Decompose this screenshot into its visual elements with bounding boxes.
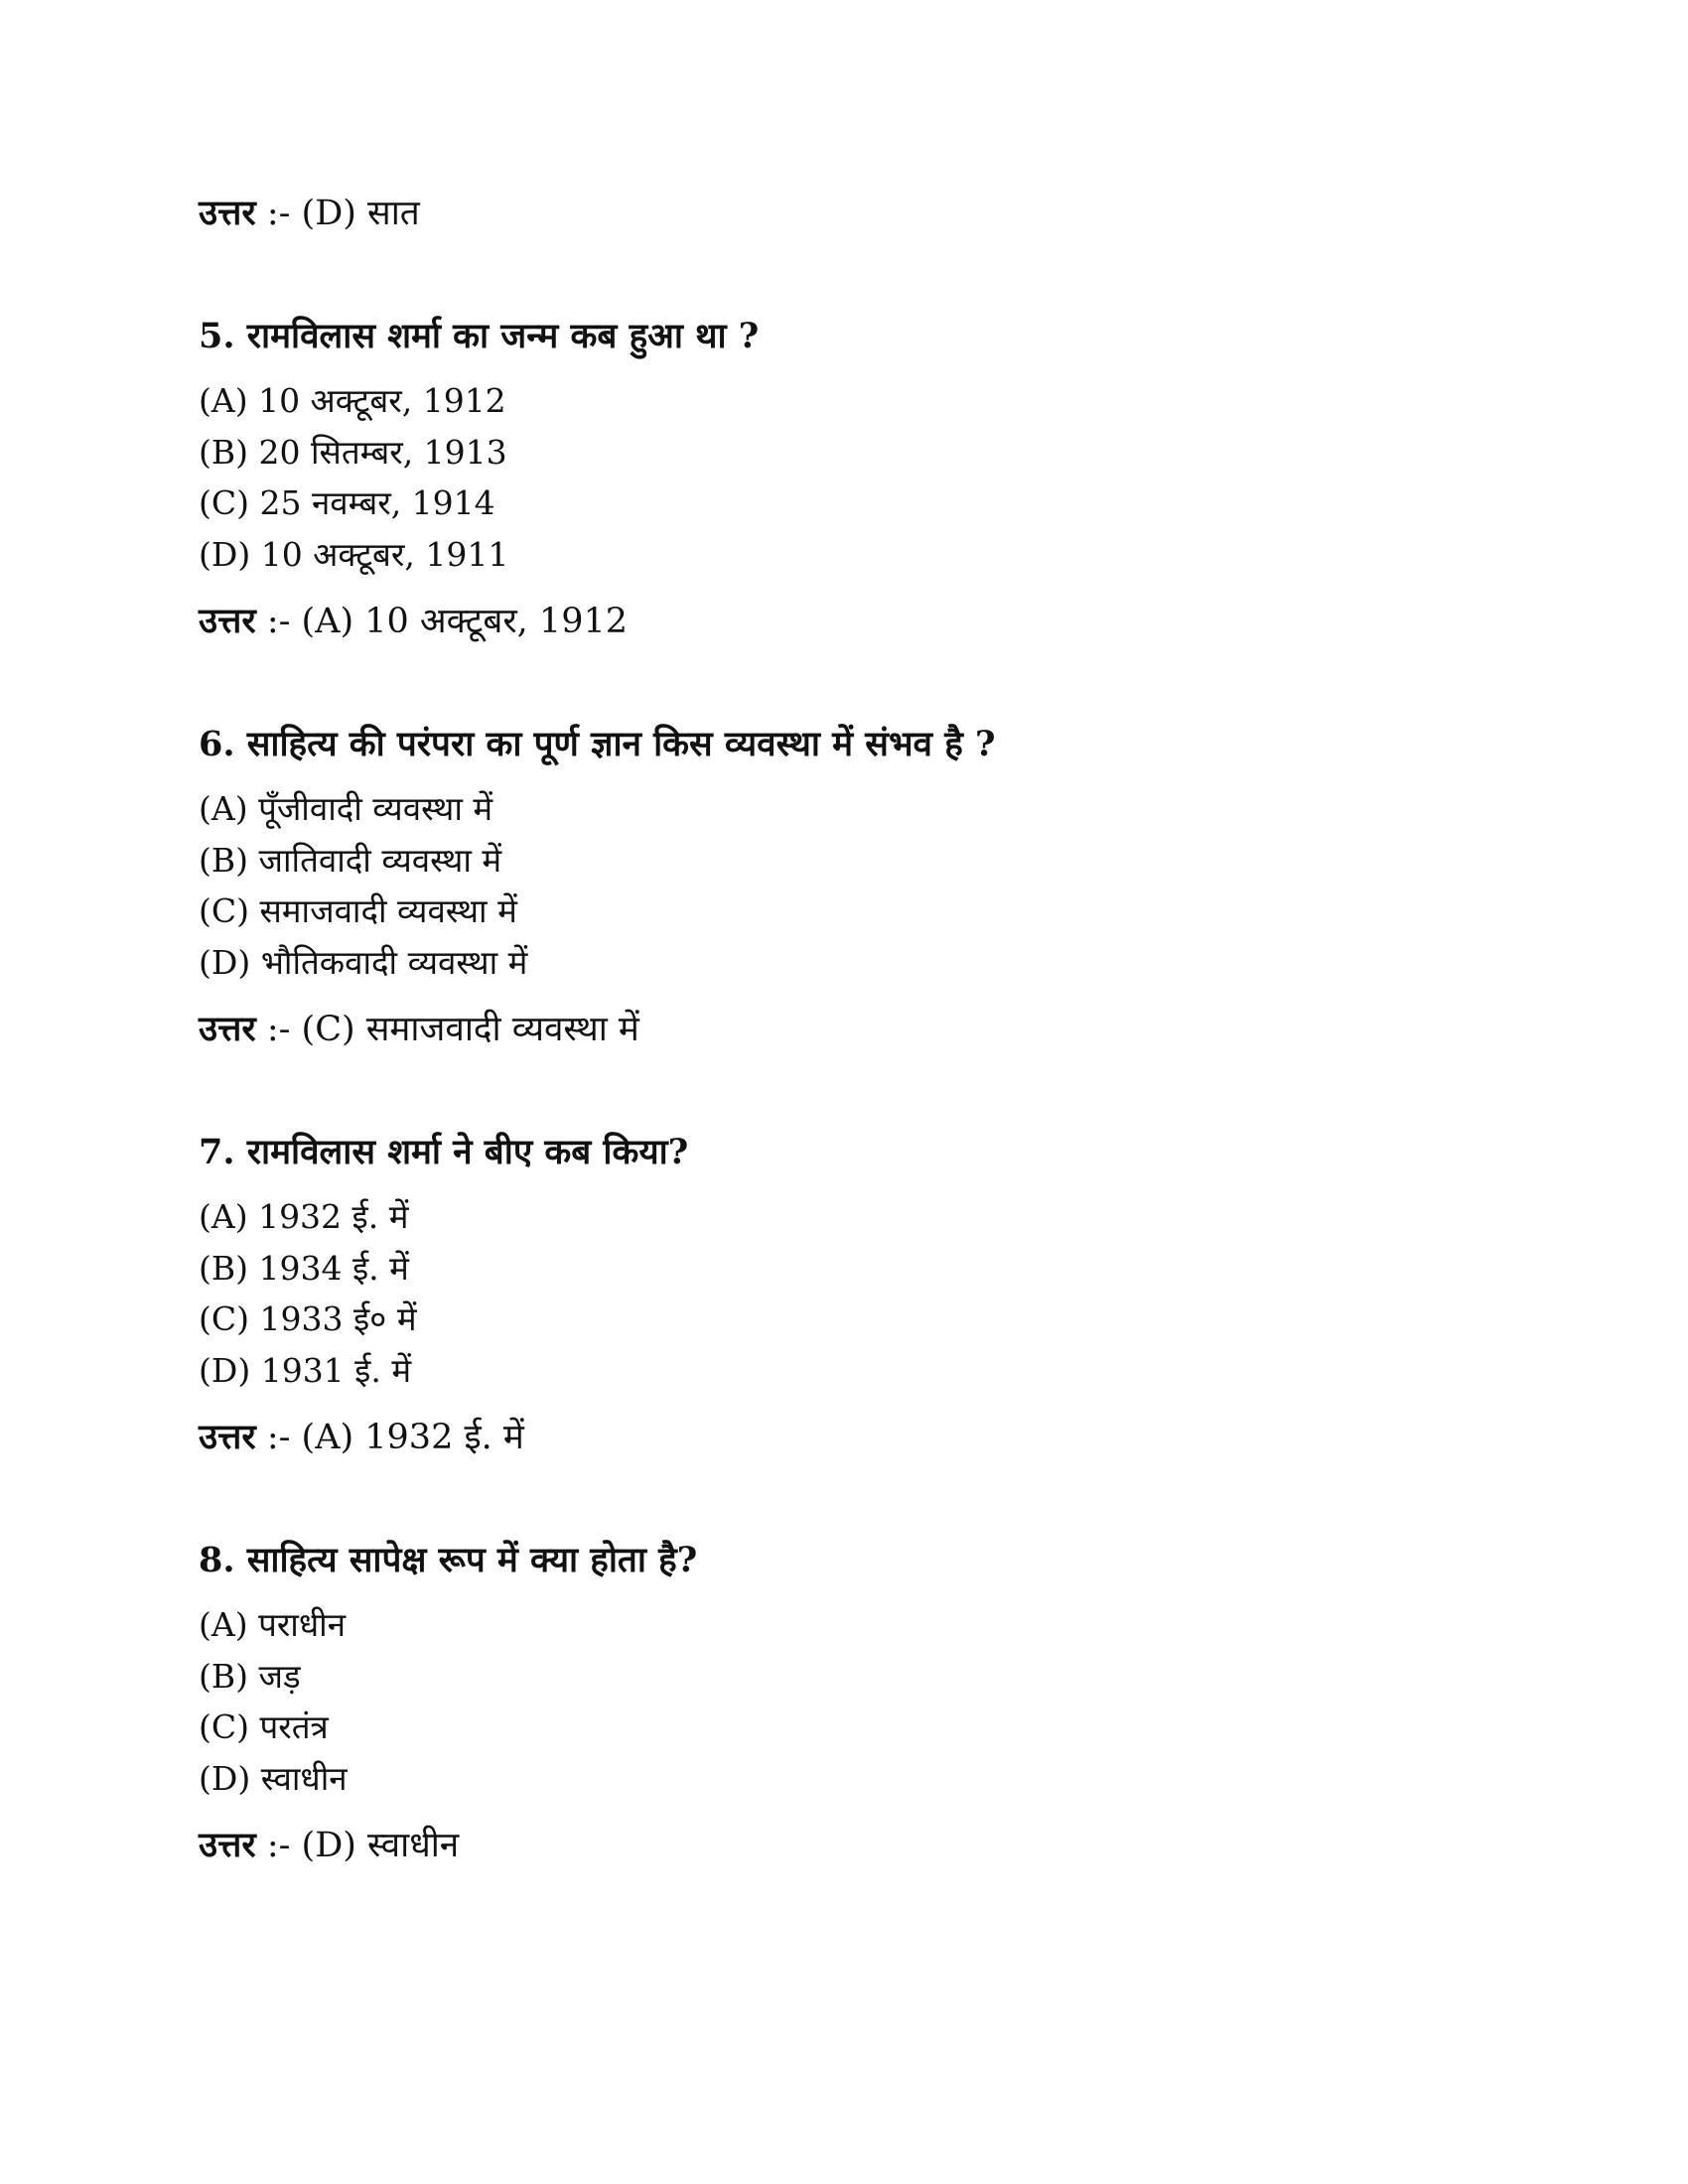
answer [199, 1821, 1489, 1870]
options-list [199, 1191, 1489, 1396]
question-8 [199, 1536, 1489, 1870]
option-b: (B) 1934 ई. में [199, 1248, 409, 1288]
option-d: (D) भौतिकवादी व्यवस्था में [199, 942, 528, 982]
question-6 [199, 720, 1489, 1054]
answer [199, 597, 1489, 646]
option-a: (A) 10 अक्टूबर, 1912 [199, 381, 506, 420]
option-d: (D) 10 अक्टूबर, 1911 [199, 534, 509, 574]
answer-label: उत्तर [199, 1825, 256, 1865]
option-b: (B) जातिवादी व्यवस्था में [199, 840, 502, 880]
question-title: 5. रामविलास शर्मा का जन्म कब हुआ था ? [199, 316, 760, 356]
answer [199, 1005, 1489, 1054]
option-b: (B) जड़ [199, 1656, 301, 1696]
answer-label: उत्तर [199, 193, 256, 233]
question-title: 7. रामविलास शर्मा ने बीए कब किया? [199, 1132, 689, 1172]
option-c: (C) समाजवादी व्यवस्था में [199, 891, 517, 930]
question-5 [199, 312, 1489, 646]
answer-label: उत्तर [199, 1009, 256, 1049]
answer-text: :- (A) 1932 ई. में [255, 1418, 524, 1457]
answer-text: :- (C) समाजवादी व्यवस्था में [255, 1010, 639, 1049]
answer-text: :- (D) स्वाधीन [255, 1826, 460, 1865]
option-d: (D) स्वाधीन [199, 1758, 348, 1798]
question-title: 6. साहित्य की परंपरा का पूर्ण ज्ञान किस व्यवस्था में संभव है ? [199, 724, 996, 764]
option-c: (C) परतंत्र [199, 1707, 329, 1746]
options-list [199, 375, 1489, 580]
option-c: (C) 1933 ई० में [199, 1299, 417, 1338]
answer-text: :- (D) सात [255, 194, 420, 233]
option-b: (B) 20 सितम्बर, 1913 [199, 432, 507, 472]
answer-label: उत्तर [199, 601, 256, 641]
option-a: (A) पराधीन [199, 1605, 347, 1644]
answer [199, 1413, 1489, 1462]
options-list [199, 783, 1489, 988]
option-a: (A) पूँजीवादी व्यवस्था में [199, 789, 493, 828]
answer-text: :- (A) 10 अक्टूबर, 1912 [255, 602, 629, 641]
option-a: (A) 1932 ई. में [199, 1197, 409, 1236]
option-d: (D) 1931 ई. में [199, 1350, 412, 1390]
previous-answer [199, 189, 1489, 238]
question-title: 8. साहित्य सापेक्ष रूप में क्या होता है? [199, 1540, 698, 1580]
answer-label: उत्तर [199, 1417, 256, 1457]
option-c: (C) 25 नवम्बर, 1914 [199, 483, 495, 522]
document-page [199, 189, 1489, 1870]
options-list [199, 1599, 1489, 1804]
question-7 [199, 1128, 1489, 1462]
